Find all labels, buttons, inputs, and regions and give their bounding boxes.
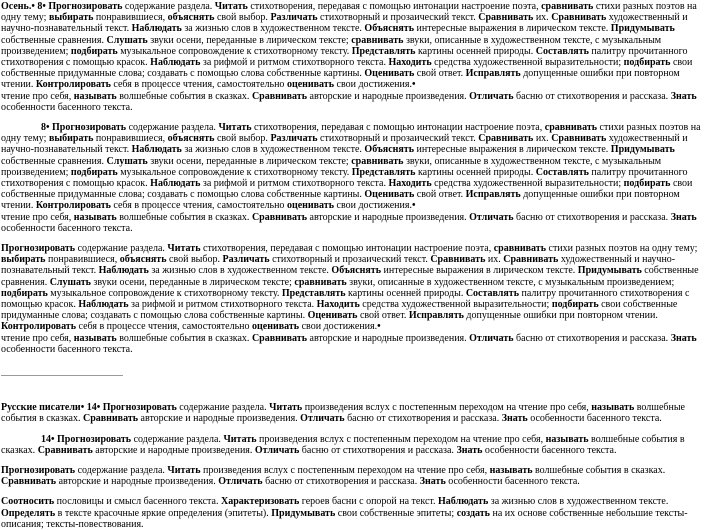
text-run: содержание раздела.: [176, 402, 270, 414]
bold-term: Придумывать: [271, 507, 336, 519]
text-run: палитру прочитанного стихотворения с помощью красок.: [1, 45, 688, 69]
text-run: особенности басенного текста.: [445, 476, 580, 488]
text-run: пословицы и смысл басенного текста.: [54, 496, 221, 508]
bold-term: Осень.: [1, 1, 32, 12]
bold-term: Наблюдать: [98, 265, 149, 277]
bold-term: Слушать: [106, 155, 148, 167]
bold-term: Составлять: [465, 287, 520, 299]
text-run: за жизнью слов в художественном тексте.: [181, 23, 365, 35]
text-run: басню от стихотворения и рассказа.: [344, 413, 502, 425]
bold-term: объяснять: [167, 12, 215, 24]
bold-term: Русские писатели• 14•: [1, 402, 103, 414]
text-run: их.: [533, 133, 552, 145]
bold-term: объяснять: [167, 133, 215, 145]
text-run: звуки, описанные в художественном тексте, с музыкальным произведением;: [346, 276, 675, 288]
block1-paragraph: [1, 1, 701, 91]
bold-term: Сравнивать: [503, 254, 559, 266]
bold-term: Исправлять: [465, 68, 521, 80]
text-run: на их основе собственные небольшие тексты-описания; тексты-повествования.: [1, 507, 688, 530]
text-run: авторские и народные произведения.: [307, 332, 470, 344]
bold-term: оценивать: [252, 321, 300, 333]
bold-term: Сравнивать: [251, 211, 307, 223]
text-run: в тексте красочные яркие определения (эпитеты).: [55, 507, 272, 519]
text-run: особенности басенного текста.: [527, 413, 662, 425]
bold-term: Представлять: [351, 166, 416, 178]
bold-term: Исправлять: [465, 189, 521, 201]
text-run: стихи разных поэтов на одну тему;: [546, 243, 698, 255]
bold-term: Объяснять: [364, 144, 415, 156]
text-run: басню от стихотворения и рассказа.: [513, 211, 671, 223]
text-run: звуки осени, переданные в лирическом тексте;: [147, 34, 352, 46]
block3-paragraph: [1, 243, 701, 333]
bold-term: •: [377, 321, 381, 333]
text-run: особенности басенного текста.: [1, 222, 133, 234]
text-run: свой ответ.: [357, 310, 409, 322]
bold-term: Знать: [501, 413, 528, 425]
text-run: содержание раздела.: [75, 243, 168, 255]
text-run: за рифмой и ритмом стихотворного текста.: [200, 178, 389, 190]
bold-term: выбирать: [48, 133, 94, 145]
bold-term: Знать: [670, 211, 697, 223]
text-run: басню от стихотворения и рассказа.: [513, 332, 671, 344]
bold-term: • 8•: [31, 1, 49, 12]
bold-term: сравнивать: [544, 122, 598, 134]
text-run: их.: [533, 12, 552, 24]
text-run: стихи разных поэтов на одну тему;: [1, 1, 697, 24]
spacer: [1, 487, 701, 496]
text-run: стихотворный и прозаический текст.: [317, 133, 479, 145]
text-run: интересные выражения в лирическом тексте.: [414, 23, 611, 35]
bold-term: Наблюдать: [150, 178, 201, 190]
text-run: свой выбор.: [214, 133, 271, 145]
bold-term: Находить: [388, 57, 432, 69]
text-run: картины осенней природы.: [415, 45, 536, 57]
bold-term: Прогнозировать: [1, 243, 76, 255]
bold-term: Читать: [218, 122, 252, 134]
text-run: свой выбор.: [166, 254, 223, 266]
bold-term: Оценивать: [307, 310, 358, 322]
text-run: содержание раздела.: [131, 433, 224, 445]
text-run: авторские и народные произведения.: [138, 413, 301, 425]
bold-term: Различать: [222, 254, 270, 266]
text-run: за рифмой и ритмом стихотворного текста.: [200, 57, 389, 69]
spacer: [1, 375, 701, 402]
text-run: музыкальное сопровождение к стихотворному тексту.: [117, 45, 352, 57]
spacer: [1, 456, 701, 465]
bold-term: Наблюдать: [78, 299, 129, 311]
bold-term: Объяснять: [364, 23, 415, 35]
text-run: авторские и народные произведения.: [92, 444, 255, 456]
text-run: за жизнью слов в художественном тексте.: [488, 496, 669, 508]
spacer: [1, 113, 701, 122]
bold-term: создать: [456, 507, 490, 519]
spacer: [1, 234, 701, 243]
text-run: палитру прочитанного стихотворения с помощью красок.: [1, 166, 688, 190]
text-run: авторские и народные произведения.: [307, 90, 470, 102]
bold-term: Оценивать: [364, 189, 415, 201]
bold-term: Отличать: [254, 444, 300, 456]
bold-term: Отличать: [469, 332, 514, 344]
bold-term: Исправлять: [408, 310, 464, 322]
bold-term: подбирать: [70, 166, 118, 178]
text-run: палитру прочитанного стихотворения с помощью красок.: [1, 287, 690, 311]
bold-term: Читать: [214, 1, 248, 12]
text-run: средства художественной выразительности;: [431, 178, 624, 190]
bold-term: 8•: [41, 122, 53, 134]
text-run: средства художественной выразительности;: [431, 57, 624, 69]
bold-term: выбирать: [48, 12, 94, 24]
text-run: собственные сравнения.: [1, 155, 107, 167]
bold-term: Прогнозировать: [57, 433, 132, 445]
text-run: особенности басенного текста.: [1, 101, 133, 113]
bold-term: Составлять: [535, 166, 589, 178]
bold-term: Сравнивать: [478, 133, 534, 145]
bold-term: Сравнивать: [551, 133, 607, 145]
text-run: собственные сравнения.: [1, 34, 107, 46]
bold-term: Читать: [223, 433, 257, 445]
text-run: чтение про себя,: [1, 332, 74, 344]
text-run: произведения вслух с постепенным переходом на чтение про себя,: [302, 402, 592, 414]
bold-term: Прогнозировать: [52, 122, 127, 134]
text-run: за жизнью слов в художественном тексте.: [181, 144, 365, 156]
text-run: авторские и народные произведения.: [307, 211, 470, 223]
bold-term: подбирать: [1, 287, 48, 299]
bold-term: Сравнивать: [551, 12, 607, 24]
bold-term: Отличать: [218, 476, 263, 488]
text-run: звуки, описанные в художественном тексте, с музыкальным произведением;: [1, 155, 662, 178]
bold-term: Контролировать: [35, 200, 111, 212]
bold-term: Знать: [456, 444, 483, 456]
bold-term: Сравнивать: [37, 444, 93, 456]
text-run: свои достижения.: [334, 200, 412, 212]
bold-term: Составлять: [535, 45, 589, 57]
bold-term: Сравнивать: [82, 413, 139, 425]
bold-term: подбирать: [70, 45, 118, 57]
bold-term: Сравнивать: [478, 12, 534, 24]
bold-term: Наблюдать: [131, 144, 182, 156]
text-run: художественный и научно-познавательный текст.: [1, 12, 688, 35]
bold-term: сравнивать: [294, 276, 347, 288]
text-run: звуки осени, переданные в лирическом тексте;: [90, 276, 295, 288]
bold-term: Прогнозировать: [102, 402, 177, 414]
bold-term: Соотносить: [1, 496, 55, 508]
text-run: авторские и народные произведения.: [56, 476, 219, 488]
text-run: свои собственные придуманные слова; создавать с помощью слова собственные картины.: [1, 299, 678, 322]
spacer: [1, 425, 701, 434]
text-run: волшебные события в сказках.: [116, 332, 252, 344]
bold-term: оценивать: [286, 200, 335, 212]
text-run: содержание раздела.: [126, 122, 219, 134]
bold-term: •: [411, 79, 416, 91]
bold-term: Определять: [1, 507, 56, 519]
text-run: художественный и научно-познавательный текст.: [1, 254, 676, 277]
text-run: себя в процессе чтения, самостоятельно: [110, 200, 287, 212]
text-run: музыкальное сопровождение к стихотворному тексту.: [47, 287, 282, 299]
bold-term: сравнивать: [493, 243, 546, 255]
bold-term: подбирать: [623, 57, 671, 69]
text-run: чтение про себя,: [1, 211, 74, 223]
text-run: свои собственные эпитеты;: [335, 507, 457, 519]
text-run: басню от стихотворения и рассказа.: [513, 90, 671, 102]
bold-term: Слушать: [49, 276, 91, 288]
text-run: понравившиеся,: [93, 133, 168, 145]
bold-term: Читать: [167, 243, 201, 255]
bold-term: называть: [73, 211, 117, 223]
text-run: понравившиеся,: [93, 12, 168, 24]
text-run: понравившиеся,: [45, 254, 120, 266]
bold-term: Представлять: [351, 45, 416, 57]
block4-paragraph: [1, 402, 701, 424]
bold-term: Контролировать: [35, 79, 111, 91]
text-run: басню от стихотворения и рассказа.: [262, 476, 420, 488]
text-run: свой выбор.: [214, 12, 271, 24]
block7-paragraph: [1, 496, 701, 530]
bold-term: Слушать: [106, 34, 148, 46]
text-run: волшебные события в сказках.: [1, 433, 685, 456]
text-run: интересные выражения в лирическом тексте.: [414, 144, 611, 156]
text-run: стихотворения, передавая с помощью интонации настроение поэта,: [247, 1, 542, 12]
bold-term: называть: [591, 402, 635, 414]
bold-term: Контролировать: [1, 321, 77, 333]
text-run: стихотворный и прозаический текст.: [317, 12, 479, 24]
bold-term: Читать: [167, 464, 201, 476]
bold-term: сравнивать: [351, 34, 404, 46]
text-run: художественный и научно-познавательный текст.: [1, 133, 688, 156]
text-run: содержание раздела.: [122, 1, 215, 12]
text-run: свои собственные придуманные слова; создавать с помощью слова собственные картины.: [1, 57, 693, 80]
text-run: особенности басенного текста.: [482, 444, 617, 456]
bold-term: Характеризовать: [220, 496, 300, 508]
text-run: стихи разных поэтов на одну тему;: [1, 122, 701, 145]
bold-term: называть: [545, 433, 589, 445]
text-run: волшебные события в сказках.: [1, 402, 685, 425]
text-run: картины осенней природы.: [415, 166, 536, 178]
text-run: за жизнью слов в художественном тексте.: [148, 265, 332, 277]
block1-paragraph-continued: [1, 91, 701, 113]
text-run: произведения вслух с постепенным переходом на чтение про себя,: [256, 433, 546, 445]
document-page: [1, 1, 701, 530]
bold-term: Прогнозировать: [1, 464, 76, 476]
text-run: особенности басенного текста.: [1, 343, 133, 355]
bold-term: Представлять: [281, 287, 346, 299]
bold-term: •: [411, 200, 416, 212]
bold-term: оценивать: [286, 79, 335, 91]
text-run: картины осенней природы.: [345, 287, 466, 299]
text-run: допущенные ошибки при повторном чтении.: [1, 68, 680, 91]
bold-term: Прогнозировать: [48, 1, 123, 12]
bold-term: сравнивать: [541, 1, 594, 12]
bold-term: называть: [489, 464, 533, 476]
bold-term: Объяснять: [331, 265, 382, 277]
bold-term: Придумывать: [610, 23, 675, 35]
text-run: звуки осени, переданные в лирическом тексте;: [147, 155, 352, 167]
text-run: за рифмой и ритмом стихотворного текста.: [128, 299, 317, 311]
text-run: средства художественной выразительности;: [359, 299, 552, 311]
text-run: героев басни с опорой на текст.: [299, 496, 439, 508]
text-run: допущенные ошибки при повторном чтении.: [1, 189, 680, 212]
bold-term: Наблюдать: [150, 57, 201, 69]
text-run: свои достижения.: [299, 321, 378, 333]
bold-term: Оценивать: [364, 68, 415, 80]
bold-term: 14•: [41, 433, 58, 445]
bold-term: Отличать: [300, 413, 345, 425]
bold-term: Наблюдать: [438, 496, 489, 508]
text-run: свой ответ.: [414, 189, 466, 201]
text-run: басню от стихотворения и рассказа.: [299, 444, 457, 456]
bold-term: называть: [73, 332, 117, 344]
bold-term: сравнивать: [351, 155, 404, 167]
text-run: стихотворения, передавая с помощью интонации настроение поэта,: [251, 122, 545, 134]
text-run: содержание раздела.: [75, 464, 168, 476]
bold-term: Придумывать: [577, 265, 642, 277]
text-run: себя в процессе чтения, самостоятельно: [76, 321, 253, 333]
bold-term: выбирать: [1, 254, 46, 266]
text-run: звуки, описанные в художественном тексте, с музыкальным произведением;: [1, 34, 662, 57]
text-run: волшебные события в сказках.: [532, 464, 666, 476]
bold-term: подбирать: [623, 178, 671, 190]
bold-term: Различать: [270, 12, 318, 24]
text-run: музыкальное сопровождение к стихотворному тексту.: [117, 166, 352, 178]
text-run: свои собственные придуманные слова; создавать с помощью слова собственные картины.: [1, 178, 693, 201]
bold-term: Отличать: [469, 90, 514, 102]
bold-term: Сравнивать: [430, 254, 486, 266]
text-run: стихотворения, передавая с помощью интонации настроение поэта,: [200, 243, 494, 255]
text-run: свои достижения.: [334, 79, 412, 91]
bold-term: Различать: [270, 133, 318, 145]
bold-term: Знать: [670, 332, 697, 344]
bold-term: Отличать: [469, 211, 514, 223]
bold-term: Сравнивать: [1, 476, 57, 488]
bold-term: Знать: [670, 90, 697, 102]
block6-paragraph: [1, 465, 701, 487]
text-run: свой ответ.: [414, 68, 466, 80]
text-run: волшебные события в сказках.: [116, 211, 252, 223]
bold-term: Знать: [419, 476, 446, 488]
separator-line: [1, 375, 123, 376]
bold-term: называть: [73, 90, 117, 102]
block5-paragraph: [1, 434, 701, 456]
text-run: интересные выражения в лирическом тексте.: [381, 265, 578, 277]
bold-term: Сравнивать: [251, 90, 307, 102]
text-run: допущенные ошибки при повторном чтении.: [463, 310, 658, 322]
text-run: произведения вслух с постепенным переходом на чтение про себя,: [200, 464, 490, 476]
text-run: собственные сравнения.: [1, 265, 699, 288]
text-run: чтение про себя,: [1, 90, 74, 102]
bold-term: Находить: [388, 178, 432, 190]
block2-paragraph-continued: [1, 212, 701, 234]
block3-paragraph-continued: [1, 333, 701, 355]
bold-term: Находить: [316, 299, 360, 311]
block2-paragraph: [1, 122, 701, 212]
bold-term: Придумывать: [610, 144, 675, 156]
bold-term: подбирать: [551, 299, 599, 311]
bold-term: Сравнивать: [251, 332, 307, 344]
text-run: себя в процессе чтения, самостоятельно: [110, 79, 287, 91]
text-run: их.: [485, 254, 504, 266]
text-run: волшебные события в сказках.: [116, 90, 252, 102]
bold-term: Наблюдать: [131, 23, 182, 35]
bold-term: Читать: [269, 402, 303, 414]
text-run: стихотворный и прозаический текст.: [269, 254, 431, 266]
bold-term: объяснять: [119, 254, 167, 266]
